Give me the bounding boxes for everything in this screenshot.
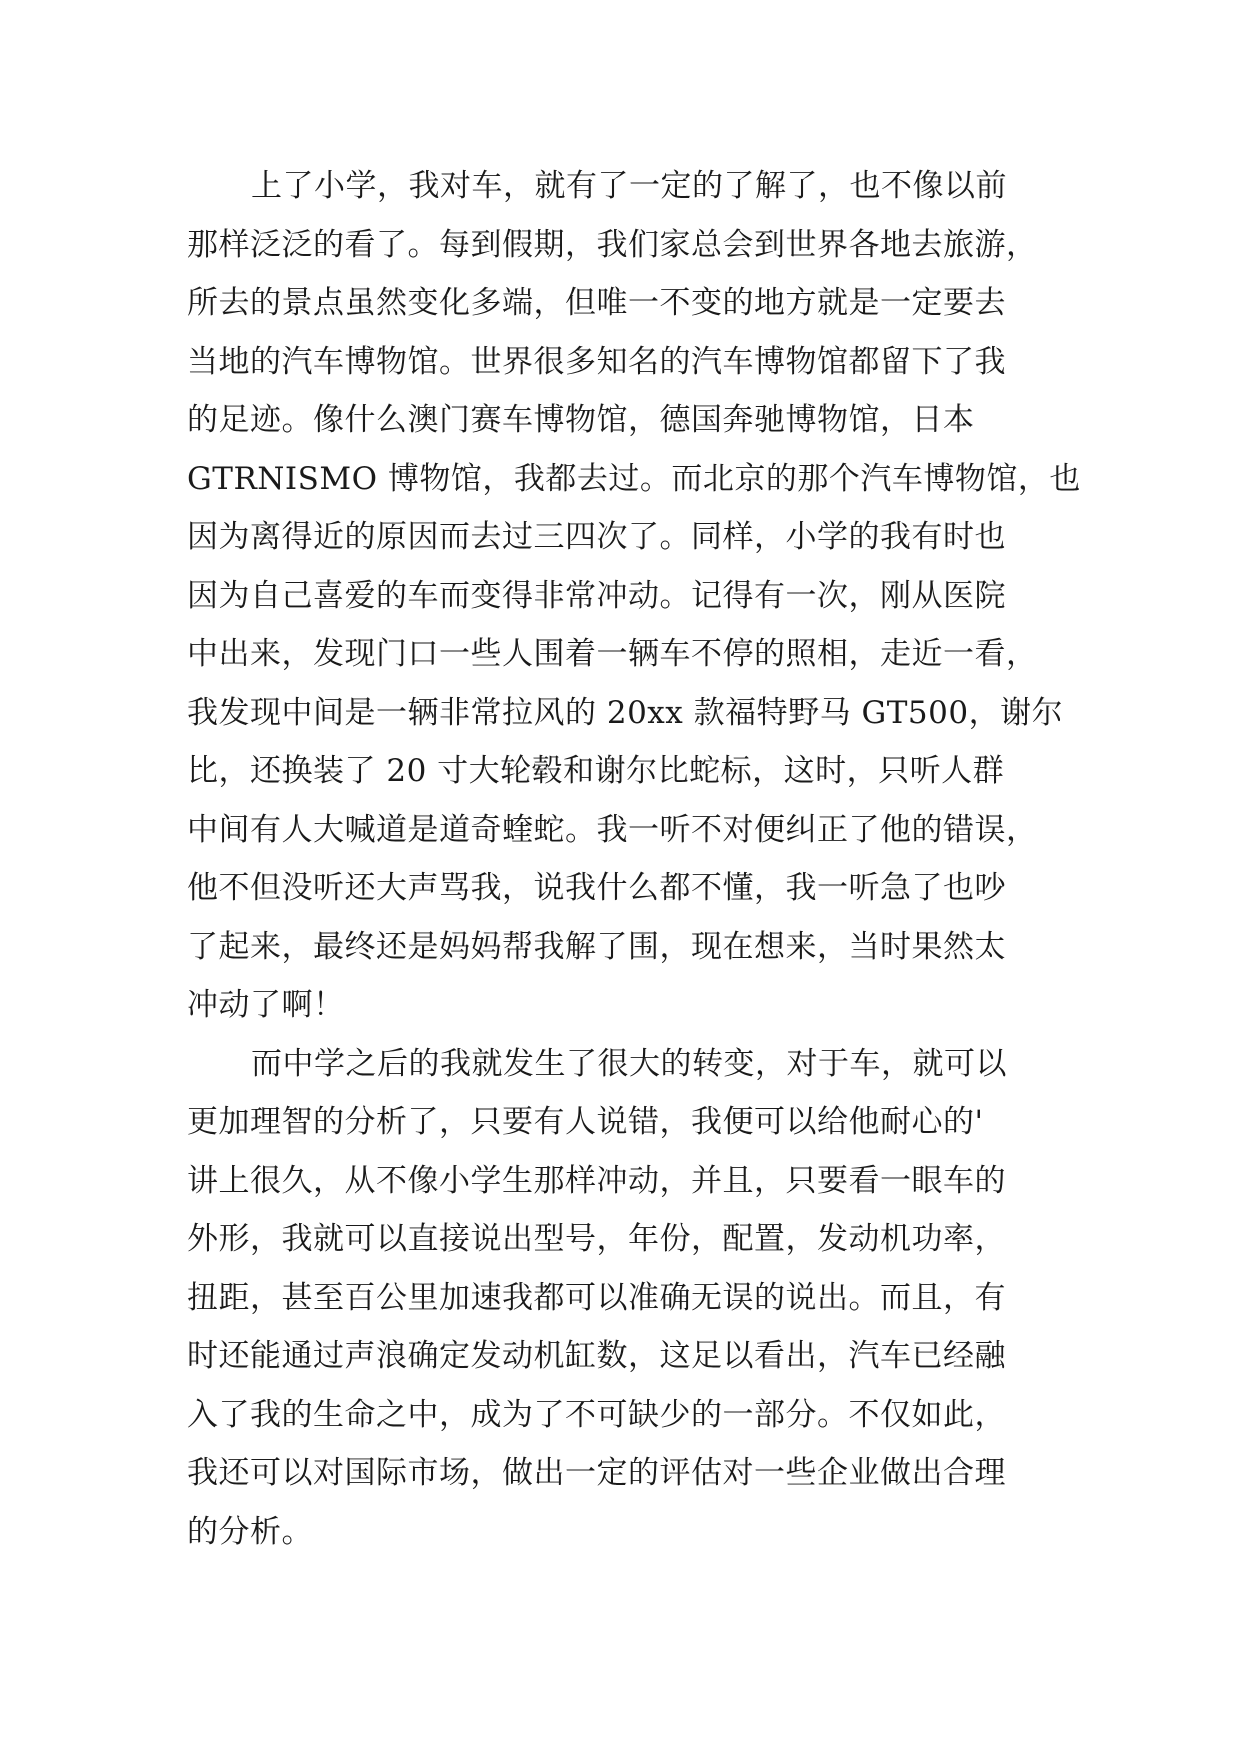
paragraph-1-line-3: 所去的景点虽然变化多端，但唯一不变的地方就是一定要去 (187, 285, 1006, 321)
paragraph-1-line-13: 他不但没听还大声骂我，说我什么都不懂，我一听急了也吵 (187, 870, 1006, 906)
paragraph-1-line-4: 当地的汽车博物馆。世界很多知名的汽车博物馆都留下了我 (187, 343, 1006, 380)
paragraph-1-line-9: 中出来，发现门口一些人围着一辆车不停的照相，走近一看， (187, 636, 1038, 672)
paragraph-1-line-2: 那样泛泛的看了。每到假期，我们家总会到世界各地去旅游， (187, 226, 1038, 263)
paragraph-1-line-5: 的足迹。像什么澳门赛车博物馆，德国奔驰博物馆，日本 (187, 402, 975, 438)
paragraph-2-line-1: 而中学之后的我就发生了很大的转变，对于车，就可以 (251, 1045, 1007, 1082)
paragraph-2-line-8: 我还可以对国际市场，做出一定的评估对一些企业做出合理 (187, 1455, 1006, 1491)
text-body (187, 157, 1081, 1561)
paragraph-2-line-5: 扭距，甚至百公里加速我都可以准确无误的说出。而且，有 (187, 1279, 1006, 1316)
paragraph-2 (187, 1035, 1057, 1562)
paragraph-1-line-14: 了起来，最终还是妈妈帮我解了围，现在想来，当时果然太 (187, 928, 1006, 965)
paragraph-1-line-6: GTRNISMO 博物馆，我都去过。而北京的那个汽车博物馆，也 (187, 460, 1081, 497)
paragraph-1 (187, 157, 1081, 1035)
paragraph-2-line-7: 入了我的生命之中，成为了不可缺少的一部分。不仅如此， (187, 1396, 1006, 1433)
paragraph-2-line-4: 外形，我就可以直接说出型号，年份，配置，发动机功率， (187, 1221, 1006, 1257)
paragraph-1-line-1: 上了小学，我对车，就有了一定的了解了，也不像以前 (251, 168, 1007, 204)
paragraph-1-line-12: 中间有人大喊道是道奇蝰蛇。我一听不对便纠正了他的错误， (187, 811, 1038, 848)
paragraph-1-line-11: 比，还换装了 20 寸大轮毂和谢尔比蛇标，这时，只听人群 (187, 753, 1005, 789)
paragraph-2-line-6: 时还能通过声浪确定发动机缸数，这足以看出，汽车已经融 (187, 1338, 1006, 1374)
paragraph-1-line-10: 我发现中间是一辆非常拉风的 20xx 款福特野马 GT500，谢尔 (187, 694, 1064, 731)
paragraph-1-line-8: 因为自己喜爱的车而变得非常冲动。记得有一次，刚从医院 (187, 577, 1006, 614)
paragraph-1-line-15: 冲动了啊！ (187, 987, 345, 1023)
paragraph-2-line-3: 讲上很久，从不像小学生那样冲动，并且，只要看一眼车的 (187, 1162, 1006, 1199)
paragraph-1-line-7: 因为离得近的原因而去过三四次了。同样，小学的我有时也 (187, 519, 1006, 555)
paragraph-2-line-9: 的分析。 (187, 1513, 313, 1550)
paragraph-2-line-2: 更加理智的分析了，只要有人说错，我便可以给他耐心的' (187, 1104, 984, 1140)
